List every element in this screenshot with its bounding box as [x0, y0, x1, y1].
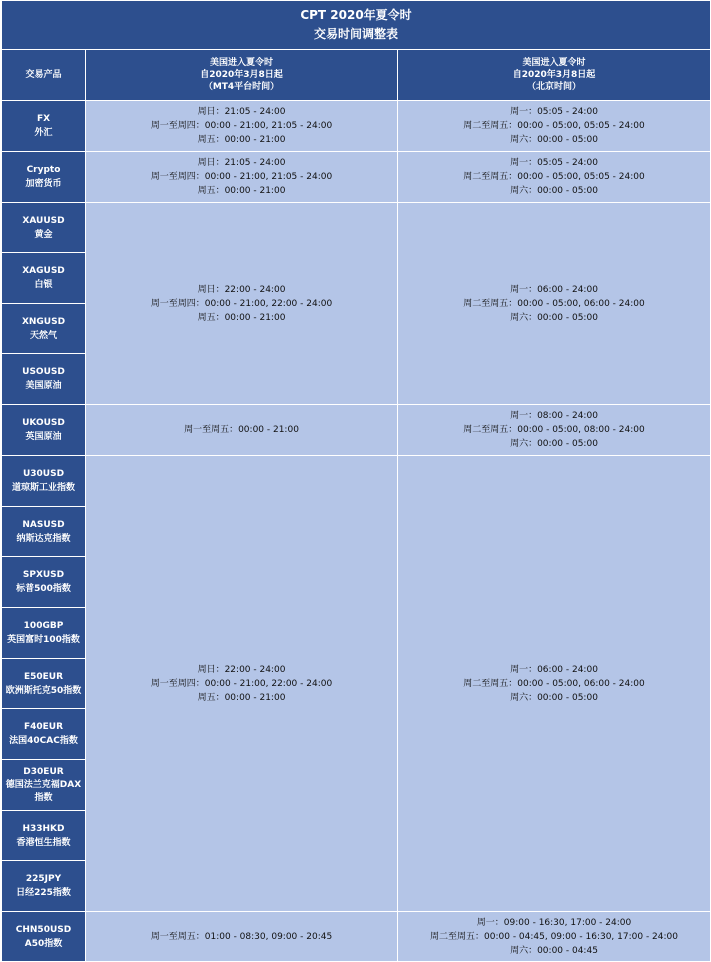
product-name: 欧洲斯托克50指数 [5, 685, 82, 696]
schedule-line: 周二至周五：00:00 - 04:45, 09:00 - 16:30, 17:00 - 24:00 [430, 931, 678, 942]
schedule-line: 周五：00:00 - 21:00 [197, 186, 286, 196]
product-code: D30EUR [23, 766, 64, 777]
trading-hours-table [1, 0, 711, 962]
mt4-schedule [86, 203, 398, 405]
product-cell [2, 608, 86, 659]
product-name: 日经225指数 [16, 888, 71, 898]
mt4-schedule [86, 101, 398, 152]
product-cell [2, 152, 86, 203]
header-mt4-line-3: （MT4平台时间） [203, 82, 280, 92]
table-title [2, 1, 711, 50]
product-cell [2, 811, 86, 861]
schedule-line: 周一至周四：00:00 - 21:00, 22:00 - 24:00 [150, 298, 333, 309]
product-cell [2, 659, 86, 709]
product-code: E50EUR [23, 671, 64, 682]
product-name: 美国原油 [25, 381, 62, 391]
product-code: XNGUSD [21, 316, 66, 327]
product-code: SPXUSD [22, 570, 65, 580]
header-mt4-time [86, 50, 398, 101]
schedule-line: 周日：21:05 - 24:00 [197, 107, 286, 117]
beijing-schedule [398, 405, 711, 456]
header-beijing-time [398, 50, 711, 101]
table-row [2, 203, 711, 253]
schedule-line: 周一：06:00 - 24:00 [510, 284, 598, 295]
product-code: XAUUSD [22, 215, 65, 226]
mt4-schedule [86, 152, 398, 203]
table-row [2, 456, 711, 507]
mt4-schedule [86, 405, 398, 456]
product-code: Crypto [26, 165, 61, 175]
header-mt4-line-2: 自2020年3月8日起 [200, 70, 283, 80]
schedule-line: 周一至周五：00:00 - 21:00 [184, 425, 299, 435]
product-cell [2, 760, 86, 811]
beijing-schedule [398, 152, 711, 203]
product-code: NASUSD [22, 519, 65, 530]
table-row [2, 912, 711, 962]
schedule-line: 周一：05:05 - 24:00 [510, 158, 598, 168]
schedule-line: 周一至周四：00:00 - 21:00, 21:05 - 24:00 [150, 121, 333, 131]
product-name: 白银 [34, 280, 53, 290]
product-name: 标普500指数 [16, 584, 71, 594]
schedule-line: 周二至周五：00:00 - 05:00, 05:05 - 24:00 [463, 121, 645, 131]
product-cell [2, 101, 86, 152]
schedule-line: 周二至周五：00:00 - 05:00, 05:05 - 24:00 [463, 172, 645, 182]
schedule-line: 周二至周五：00:00 - 05:00, 06:00 - 24:00 [463, 298, 645, 309]
schedule-line: 周一至周四：00:00 - 21:00, 22:00 - 24:00 [150, 678, 333, 689]
schedule-line: 周二至周五：00:00 - 05:00, 06:00 - 24:00 [463, 678, 645, 689]
product-code: H33HKD [22, 823, 65, 834]
product-name: 道琼斯工业指数 [11, 483, 75, 493]
schedule-line: 周一：09:00 - 16:30, 17:00 - 24:00 [476, 917, 632, 928]
product-name: 加密货币 [25, 179, 62, 189]
product-code: UKOUSD [22, 418, 65, 428]
product-cell [2, 405, 86, 456]
product-cell [2, 709, 86, 760]
schedule-line: 周六：00:00 - 05:00 [510, 186, 598, 196]
product-name: 英国原油 [25, 432, 62, 442]
product-name: 天然气 [29, 330, 57, 341]
header-product: 交易产品 [2, 50, 86, 101]
product-name: A50指数 [24, 938, 63, 949]
mt4-schedule [86, 456, 398, 912]
product-name: 外汇 [34, 128, 53, 138]
header-mt4-line-1: 美国进入夏令时 [209, 58, 273, 68]
product-code: 225JPY [25, 874, 62, 884]
beijing-schedule [398, 203, 711, 405]
product-cell [2, 912, 86, 962]
schedule-line: 周一：08:00 - 24:00 [510, 411, 598, 421]
product-cell [2, 507, 86, 557]
product-code: 100GBP [23, 621, 64, 631]
product-cell [2, 861, 86, 912]
product-cell [2, 253, 86, 304]
product-cell [2, 557, 86, 608]
schedule-line: 周一至周五：01:00 - 08:30, 09:00 - 20:45 [150, 931, 333, 942]
product-code: U30USD [22, 469, 65, 479]
schedule-line: 周六：00:00 - 05:00 [510, 312, 598, 323]
product-name: 黄金 [34, 229, 53, 240]
table-row [2, 101, 711, 152]
product-name: 德国法兰克福DAX [5, 779, 82, 790]
table-row [2, 152, 711, 203]
header-bj-line-3: （北京时间） [527, 82, 582, 92]
product-name: 法国40CAC指数 [9, 736, 78, 746]
title-line-1: CPT 2020年夏令时 [300, 8, 412, 22]
schedule-line: 周六：00:00 - 05:00 [510, 439, 598, 449]
schedule-line: 周一：06:00 - 24:00 [510, 664, 598, 675]
product-cell [2, 354, 86, 405]
product-name: 纳斯达克指数 [16, 533, 71, 544]
beijing-schedule [398, 101, 711, 152]
schedule-line: 周五：00:00 - 21:00 [197, 312, 286, 323]
product-code: USOUSD [22, 367, 65, 377]
schedule-line: 周五：00:00 - 21:00 [197, 692, 286, 703]
table-row [2, 405, 711, 456]
product-cell [2, 203, 86, 253]
beijing-schedule [398, 456, 711, 912]
schedule-line: 周一：05:05 - 24:00 [510, 107, 598, 117]
schedule-line: 周六：00:00 - 04:45 [510, 945, 598, 956]
product-name: 英国富时100指数 [7, 635, 80, 645]
product-code: FX [36, 114, 51, 124]
schedule-line: 周日：21:05 - 24:00 [197, 158, 286, 168]
schedule-line: 周五：00:00 - 21:00 [197, 135, 286, 145]
title-line-2: 交易时间调整表 [314, 27, 399, 41]
schedule-line: 周二至周五：00:00 - 05:00, 08:00 - 24:00 [463, 425, 645, 435]
product-name-line-2: 指数 [34, 792, 53, 803]
product-code: XAGUSD [22, 266, 65, 276]
schedule-line: 周一至周四：00:00 - 21:00, 21:05 - 24:00 [150, 172, 333, 182]
schedule-line: 周日：22:00 - 24:00 [197, 284, 286, 295]
product-cell [2, 456, 86, 507]
product-code: CHN50USD [15, 924, 72, 935]
mt4-schedule [86, 912, 398, 962]
product-cell [2, 304, 86, 354]
schedule-line: 周日：22:00 - 24:00 [197, 664, 286, 675]
product-code: F40EUR [23, 722, 64, 732]
schedule-line: 周六：00:00 - 05:00 [510, 692, 598, 703]
header-bj-line-2: 自2020年3月8日起 [512, 70, 596, 80]
header-bj-line-1: 美国进入夏令时 [522, 58, 586, 68]
schedule-line: 周六：00:00 - 05:00 [510, 135, 598, 145]
beijing-schedule [398, 912, 711, 962]
product-name: 香港恒生指数 [16, 837, 71, 848]
